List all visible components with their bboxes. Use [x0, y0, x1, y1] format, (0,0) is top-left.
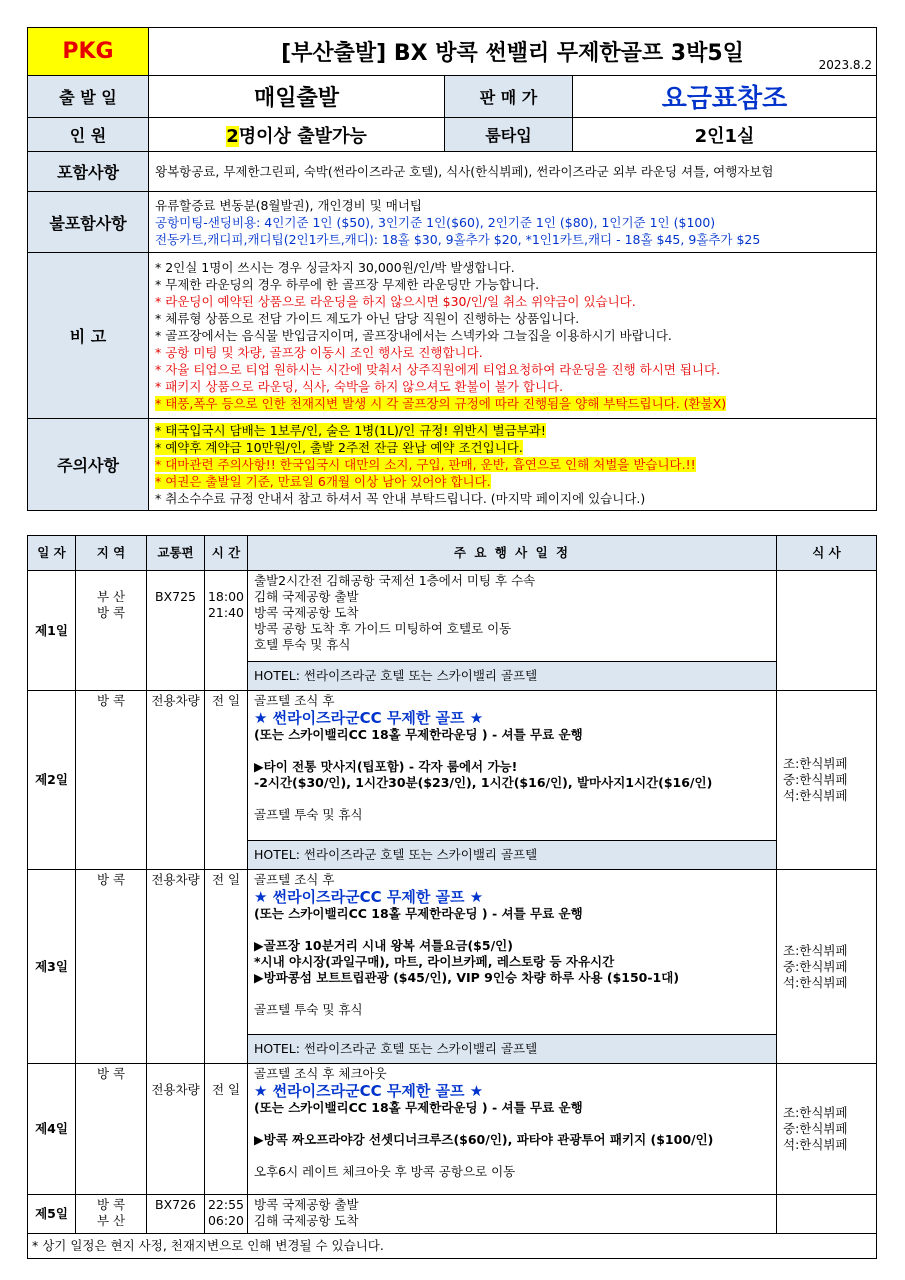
caution-line-row — [155, 456, 870, 473]
day-2-golf: ★ 썬라이즈라군CC 무제한 골프 ★ — [254, 709, 484, 727]
day-5-meal — [777, 1195, 877, 1234]
remark-line: * 무제한 라운딩의 경우 하루에 한 골프장 무제한 라운딩만 가능합니다. — [155, 277, 540, 292]
schedule-line: 골프텔 투숙 및 휴식 — [254, 1002, 363, 1017]
meal-lunch: 중:한식뷔페 — [783, 772, 848, 787]
day-1-time-depart: 18:00 — [207, 589, 245, 604]
schedule-extra: ▶타이 전통 맛사지(팁포함) - 각자 룸에서 가능! — [254, 759, 518, 774]
schedule-line: 출발2시간전 김해공항 국제선 1층에서 미팅 후 수속 — [254, 573, 536, 588]
remark-line-row — [155, 327, 870, 344]
remark-line-row — [155, 361, 870, 378]
meal-lunch: 중:한식뷔페 — [783, 958, 848, 974]
remark-line-row — [155, 395, 870, 412]
pkg-badge: PKG — [28, 28, 149, 76]
remark-line: * 패키지 상품으로 라운딩, 식사, 숙박을 하지 않으셔도 환불이 불가 합니다. — [155, 379, 564, 394]
caution-line-row — [155, 422, 870, 439]
day-5-transport: BX726 — [147, 1195, 205, 1234]
room-type-label: 룸타입 — [445, 118, 573, 152]
day-4-golf: ★ 썬라이즈라군CC 무제한 골프 ★ — [254, 1082, 484, 1100]
day-5-region — [76, 1195, 147, 1234]
excluded-line-airport: 공항미팅-샌딩비용: 4인기준 1인 ($50), 3인기준 1인($60), 2인기준 1인 ($80), 1인기준 1인 ($100) — [155, 214, 716, 230]
col-header-time: 시 간 — [205, 536, 248, 571]
cautions-list — [149, 419, 877, 511]
schedule-line: 골프텔 조식 후 — [254, 872, 335, 887]
schedule-line: 골프텔 투숙 및 휴식 — [254, 807, 363, 822]
day-4-label: 제4일 — [28, 1064, 76, 1195]
people-value-text: 명이상 출발가능 — [238, 125, 367, 147]
meal-dinner: 석:한식뷔페 — [783, 1137, 848, 1152]
col-header-meal: 식 사 — [777, 536, 877, 571]
col-header-region: 지 역 — [76, 536, 147, 571]
people-label: 인 원 — [28, 118, 149, 152]
caution-line: * 예약후 계약금 10만원/인, 출발 2주전 잔금 완납 예약 조건입니다. — [155, 440, 523, 455]
schedule-line: 방콕 국제공항 도착 — [254, 605, 359, 620]
day-1-region-from: 부 산 — [96, 589, 126, 604]
day-3-meal — [777, 870, 877, 1064]
day-5-time-depart: 22:55 — [207, 1197, 245, 1212]
excluded-line-cart: 전동카트,캐디피,캐디팁(2인1카트,캐디): 18홀 $30, 9홀추가 $20, *1인1카트,캐디 - 18홀 $45, 9홀추가 $25 — [155, 231, 761, 247]
schedule-extra: ▶방파콩섬 보트트립관광 ($45/인), VIP 9인승 차량 하루 사용 ($150-1대) — [254, 970, 680, 985]
day-5-time-arrive: 06:20 — [207, 1213, 245, 1228]
day-3-golf-sub: (또는 스카이밸리CC 18홀 무제한라운딩 ) - 셔틀 무료 운행 — [254, 906, 583, 921]
price-label: 판 매 가 — [445, 76, 573, 118]
package-title: [부산출발] BX 방콕 썬밸리 무제한골프 3박5일 — [281, 41, 744, 66]
remark-line: * 태풍,폭우 등으로 인한 천재지변 발생 시 각 골프장의 규정에 따라 진행됨을 양해 부탁드립니다. (환불X) — [155, 396, 727, 411]
schedule-extra: *시내 야시장(과일구매), 마트, 라이브카페, 레스토랑 등 자유시간 — [254, 954, 615, 969]
itinerary-table — [27, 535, 877, 1259]
day-3-schedule — [248, 870, 777, 1035]
day-5-time — [205, 1195, 248, 1234]
day-5-schedule — [248, 1195, 777, 1234]
price-value: 요금표참조 — [573, 76, 877, 118]
day-1-time-arrive: 21:40 — [207, 605, 245, 620]
remark-line-row — [155, 344, 870, 361]
day-4-time: 전 일 — [205, 1064, 248, 1195]
remark-line: * 라운딩이 예약된 상품으로 라운딩을 하지 않으시면 $30/인/일 취소 위약금이 있습니다. — [155, 294, 636, 309]
meal-dinner: 석:한식뷔페 — [783, 974, 848, 990]
day-1-label: 제1일 — [28, 571, 76, 691]
day-2-label: 제2일 — [28, 691, 76, 870]
cautions-label: 주의사항 — [28, 419, 149, 511]
day-3-golf: ★ 썬라이즈라군CC 무제한 골프 ★ — [254, 888, 484, 906]
day-5-region-to: 부 산 — [96, 1213, 126, 1228]
caution-line: * 태국입국시 담배는 1보루/인, 술은 1병(1L)/인 규정! 위반시 벌금부과! — [155, 423, 546, 438]
day-1-meal — [777, 571, 877, 691]
caution-line: * 여권은 출발일 기준, 만료일 6개월 이상 남아 있어야 합니다. — [155, 474, 491, 489]
remark-line: * 공항 미팅 및 차량, 골프장 이동시 조인 행사로 진행합니다. — [155, 345, 483, 360]
schedule-line: 골프텔 조식 후 — [254, 693, 335, 708]
day-3-time: 전 일 — [205, 870, 248, 1064]
col-header-schedule: 주 요 행 사 일 정 — [248, 536, 777, 571]
people-value — [149, 118, 445, 152]
remark-line: * 골프장에서는 음식물 반입금지이며, 골프장내에서는 스넥카와 그늘집을 이용하시기 바랍니다. — [155, 328, 672, 343]
day-2-transport: 전용차량 — [147, 691, 205, 870]
day-4-region: 방 콕 — [76, 1064, 147, 1195]
caution-line: * 취소수수료 규정 안내서 참고 하셔서 꼭 안내 부탁드립니다. (마지막 페이지에 있습니다.) — [155, 491, 646, 506]
day-3-transport: 전용차량 — [147, 870, 205, 1064]
day-4-meal — [777, 1064, 877, 1195]
caution-line-row — [155, 439, 870, 456]
caution-line-row — [155, 473, 870, 490]
schedule-line: 김해 국제공항 출발 — [254, 589, 359, 604]
day-1-region — [76, 571, 147, 691]
departure-value: 매일출발 — [149, 76, 445, 118]
caution-line: * 대마관련 주의사항!! 한국입국시 대만의 소지, 구입, 판매, 운반, 흡연으로 인해 처벌을 받습니다.!! — [155, 457, 696, 472]
day-3-hotel: HOTEL: 썬라이즈라군 호텔 또는 스카이밸리 골프텔 — [248, 1035, 777, 1064]
day-2-golf-sub: (또는 스카이밸리CC 18홀 무제한라운딩 ) - 셔틀 무료 운행 — [254, 727, 583, 742]
caution-line-row — [155, 490, 870, 507]
excluded-text — [149, 192, 877, 253]
schedule-line: 오후6시 레이트 체크아웃 후 방콕 공항으로 이동 — [254, 1164, 516, 1179]
col-header-transport: 교통편 — [147, 536, 205, 571]
schedule-line: 골프텔 조식 후 체크아웃 — [254, 1066, 387, 1081]
package-title-cell — [149, 28, 877, 76]
meal-breakfast: 조:한식뷔페 — [783, 756, 848, 771]
day-4-schedule — [248, 1064, 777, 1195]
day-1-region-to: 방 콕 — [96, 605, 126, 620]
schedule-extra: ▶골프장 10분거리 시내 왕복 셔틀요금($5/인) — [254, 938, 513, 953]
schedule-line: 호텔 투숙 및 휴식 — [254, 637, 351, 652]
schedule-extra: ▶방콕 짜오프라야강 선셋디너크루즈($60/인), 파타야 관광투어 패키지 ($100/인) — [254, 1132, 714, 1147]
remark-line-row — [155, 276, 870, 293]
remark-line-row — [155, 378, 870, 395]
schedule-line: 방콕 공항 도착 후 가이드 미팅하여 호텔로 이동 — [254, 621, 512, 636]
day-4-transport: 전용차량 — [147, 1064, 205, 1195]
schedule-line: 김해 국제공항 도착 — [254, 1213, 359, 1228]
remarks-list — [149, 253, 877, 419]
meal-breakfast: 조:한식뷔페 — [783, 1105, 848, 1120]
document-date: 2023.8.2 — [818, 58, 873, 72]
day-1-schedule — [248, 571, 777, 662]
meal-dinner: 석:한식뷔페 — [783, 788, 848, 803]
schedule-line: 방콕 국제공항 출발 — [254, 1197, 359, 1212]
day-1-hotel: HOTEL: 썬라이즈라군 호텔 또는 스카이밸리 골프텔 — [248, 662, 777, 691]
day-2-time: 전 일 — [205, 691, 248, 870]
day-2-schedule — [248, 691, 777, 841]
excluded-label: 불포함사항 — [28, 192, 149, 253]
day-4-golf-sub: (또는 스카이밸리CC 18홀 무제한라운딩 ) - 셔틀 무료 운행 — [254, 1100, 583, 1115]
col-header-day: 일 자 — [28, 536, 76, 571]
day-2-region: 방 콕 — [76, 691, 147, 870]
itinerary-footnote: * 상기 일정은 현지 사정, 천재지변으로 인해 변경될 수 있습니다. — [28, 1234, 877, 1259]
day-3-region: 방 콕 — [76, 870, 147, 1064]
day-1-transport: BX725 — [147, 571, 205, 691]
remark-line: * 자율 티업으로 티업 원하시는 시간에 맞춰서 상주직원에게 티업요청하여 라운딩을 진행 하시면 됩니다. — [155, 362, 721, 377]
meal-lunch: 중:한식뷔페 — [783, 1121, 848, 1136]
remark-line: * 2인실 1명이 쓰시는 경우 싱글차지 30,000원/인/박 발생합니다. — [155, 260, 515, 275]
package-info-table — [27, 27, 877, 511]
day-2-hotel: HOTEL: 썬라이즈라군 호텔 또는 스카이밸리 골프텔 — [248, 841, 777, 870]
remark-line-row — [155, 293, 870, 310]
schedule-extra: -2시간($30/인), 1시간30분($23/인), 1시간($16/인), 발마사지1시간($16/인) — [254, 775, 713, 790]
day-5-label: 제5일 — [28, 1195, 76, 1234]
remark-line: * 체류형 상품으로 전담 가이드 제도가 아닌 담당 직원이 진행하는 상품입니다. — [155, 311, 580, 326]
included-label: 포함사항 — [28, 152, 149, 192]
day-5-region-from: 방 콕 — [96, 1197, 126, 1212]
day-2-meal — [777, 691, 877, 870]
room-type-value: 2인1실 — [573, 118, 877, 152]
excluded-line: 유류할증료 변동분(8월발권), 개인경비 및 매너팁 — [155, 197, 422, 213]
people-min-count: 2 — [226, 125, 239, 147]
remark-line-row — [155, 310, 870, 327]
included-text: 왕복항공료, 무제한그린피, 숙박(썬라이즈라군 호텔), 식사(한식뷔페), 썬라이즈라군 외부 라운딩 셔틀, 여행자보험 — [149, 152, 877, 192]
departure-label: 출 발 일 — [28, 76, 149, 118]
meal-breakfast: 조:한식뷔페 — [783, 942, 848, 958]
remarks-label: 비 고 — [28, 253, 149, 419]
remark-line-row — [155, 259, 870, 276]
day-1-time — [205, 571, 248, 691]
day-3-label: 제3일 — [28, 870, 76, 1064]
